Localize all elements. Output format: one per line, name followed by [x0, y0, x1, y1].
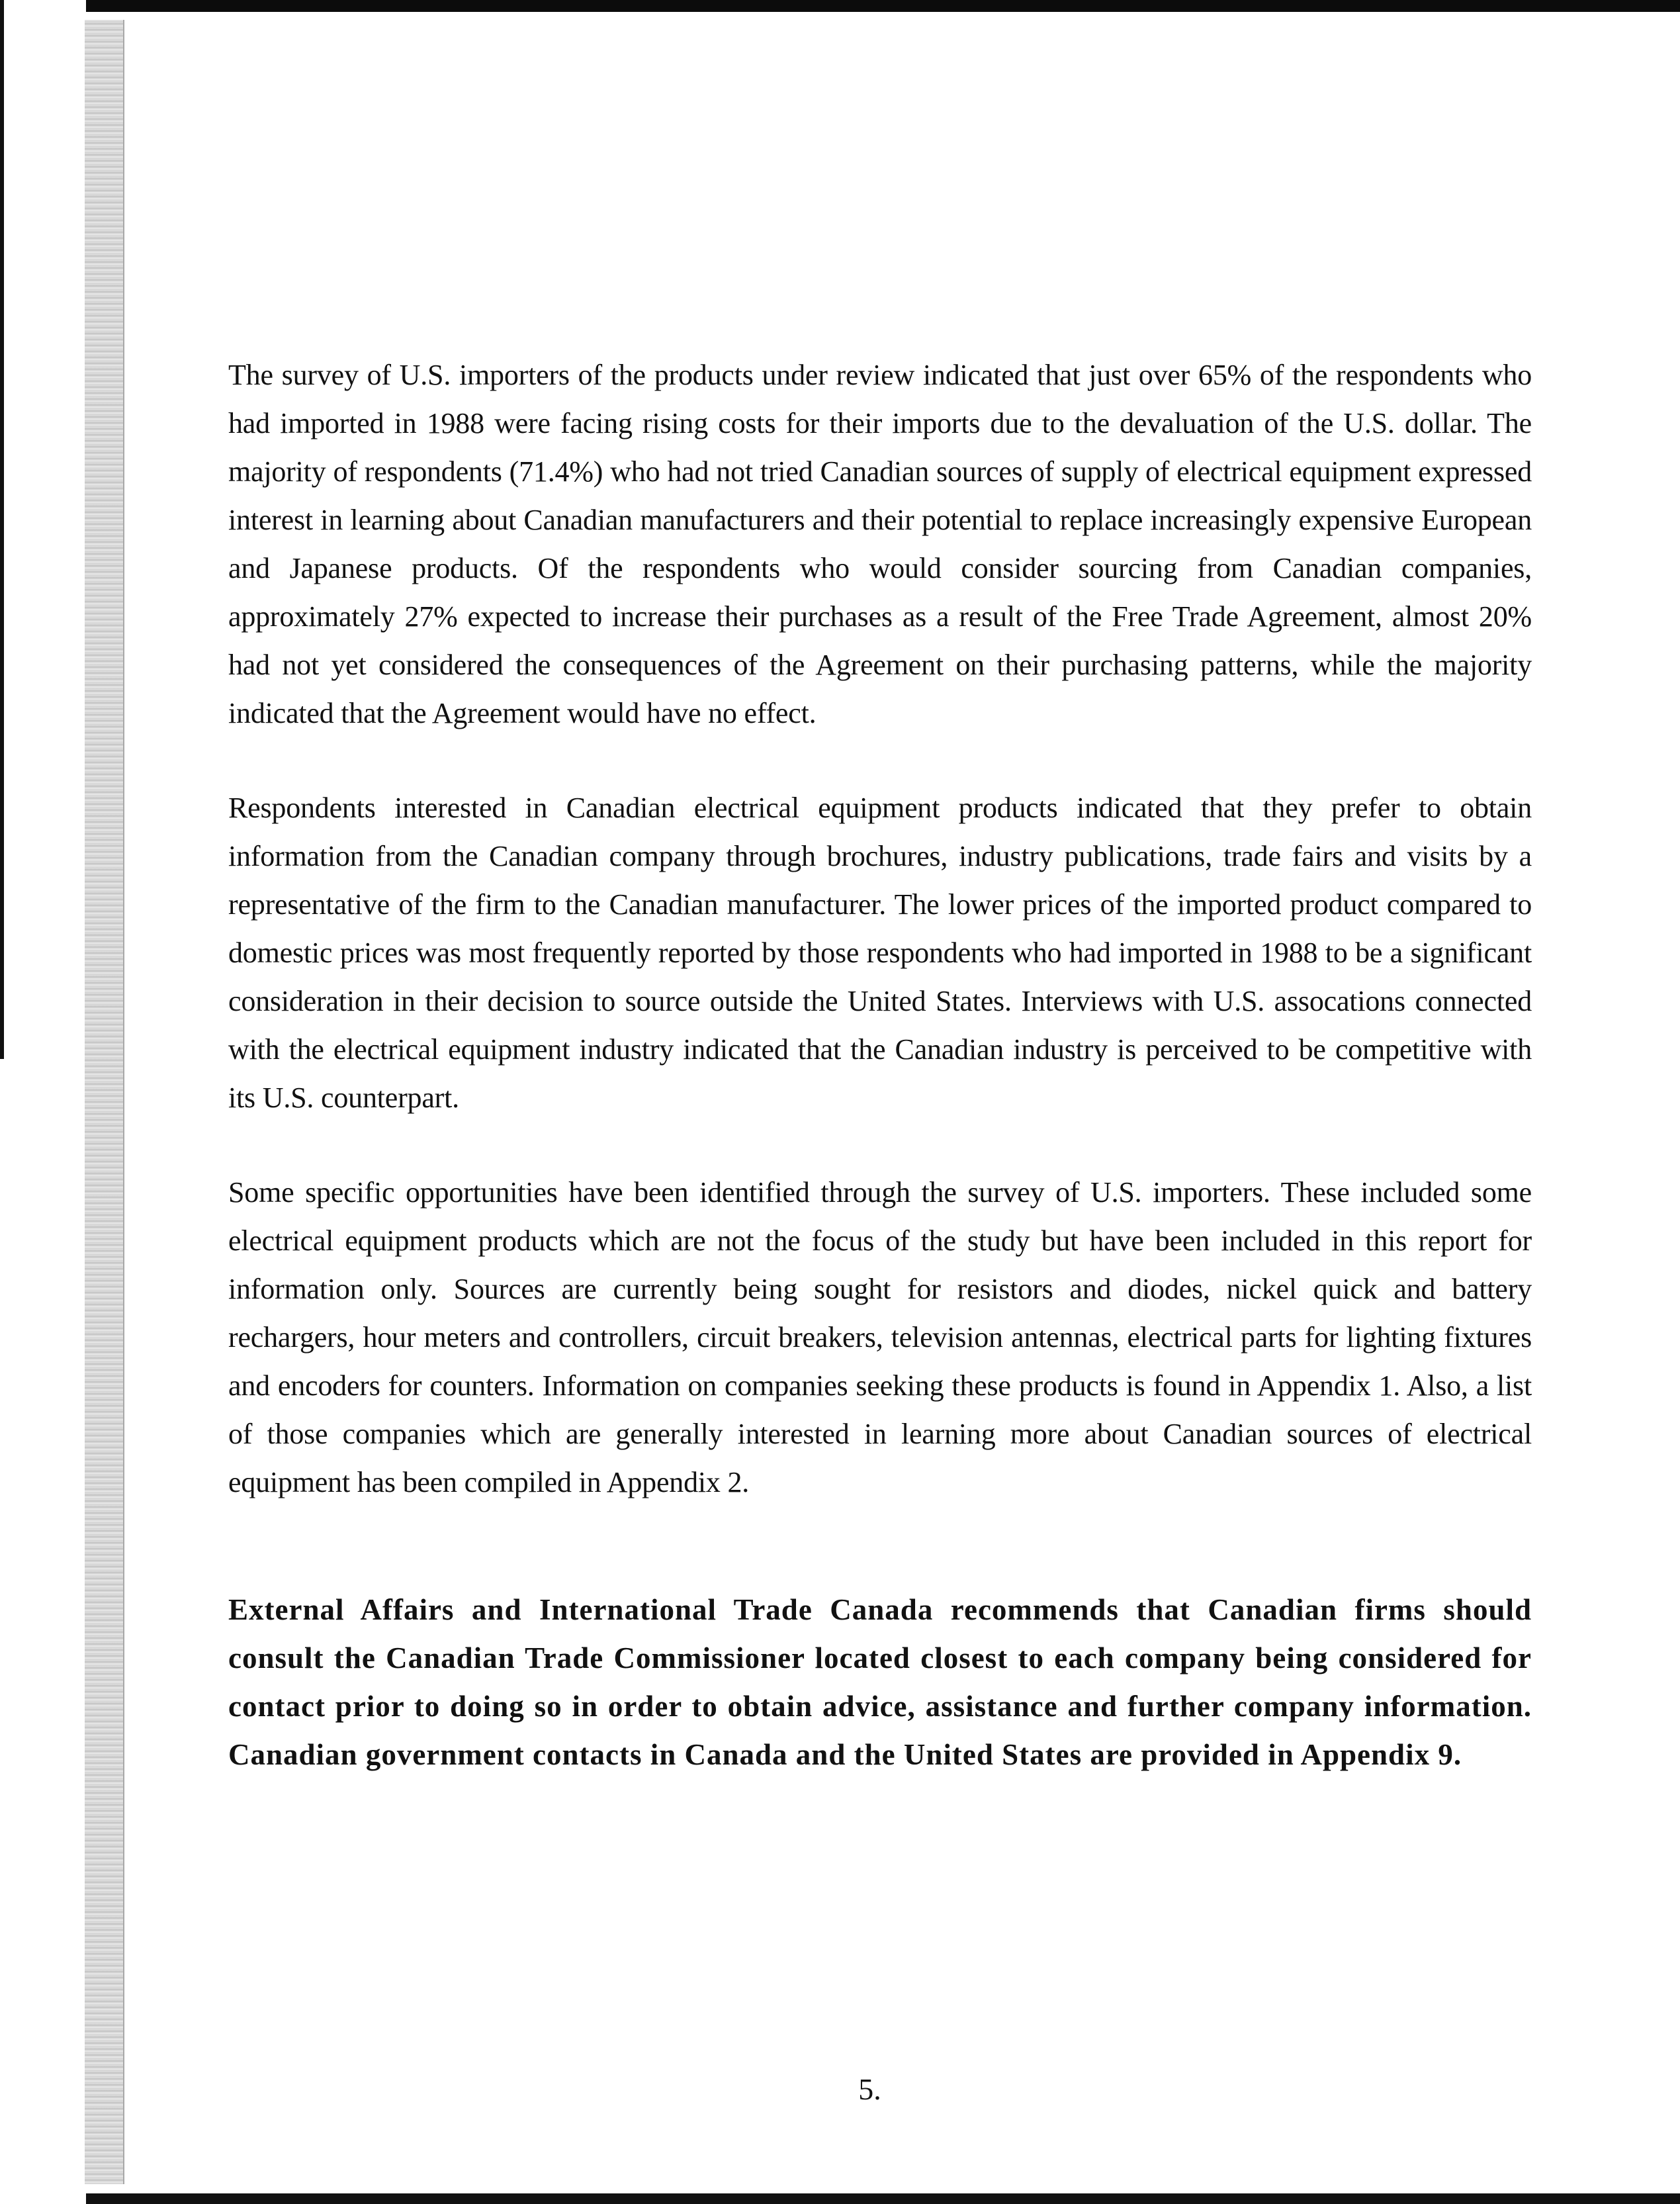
scan-left-shadow: [0, 0, 4, 1059]
recommendation-paragraph: External Affairs and International Trade Canada recommends that Canadian firms should consult the Canadian Trade Commissioner located closest to each company being considered for contact prior to doing so in order to obtain advice, assistance and further company information. Canadian government contacts in Canada and the United States are provided in Appendix 9.: [228, 1593, 1532, 1771]
paragraph-specific-opportunities: Some specific opportunities have been identified through the survey of U.S. importers. These included some electrical equipment products which are not the focus of the study but have been included in this report for information only. Sources are currently being sought for resistors and diodes, nickel quick and battery rechargers, hour meters and controllers, circuit breakers, television antennas, electrical parts for lighting fixtures and encoders for counters. Information on companies seeking these products is found in Appendix 1. Also, a list of those companies which are generally interested in learning more about Canadian sources of electrical equipment has been compiled in Appendix 2.: [228, 1176, 1532, 1498]
scan-bottom-border: [86, 2193, 1680, 2204]
page-number: 5.: [858, 2072, 881, 2106]
binding-strip: [85, 20, 124, 2184]
scan-left-margin: [0, 0, 86, 2204]
page-body: [228, 351, 1532, 1825]
scan-top-border: [0, 0, 1680, 12]
paragraph-information-preferences: Respondents interested in Canadian electrical equipment products indicated that they prefer to obtain information from the Canadian company through brochures, industry publications, trade fairs and visits by a representative of the firm to the Canadian manufacturer. The lower prices of the imported product compared to domestic prices was most frequently reported by those respondents who had imported in 1988 to be a significant consideration in their decision to source outside the United States. Interviews with U.S. assocations connected with the electrical equipment industry indicated that the Canadian industry is perceived to be competitive with its U.S. counterpart.: [228, 792, 1532, 1114]
paragraph-survey-results: The survey of U.S. importers of the products under review indicated that just over 65% of the respondents who had imported in 1988 were facing rising costs for their imports due to the devaluation of the U.S. dollar. The majority of respondents (71.4%) who had not tried Canadian sources of supply of electrical equipment expressed interest in learning about Canadian manufacturers and their potential to replace increasingly expensive European and Japanese products. Of the respondents who would consider sourcing from Canadian companies, approximately 27% expected to increase their purchases as a result of the Free Trade Agreement, almost 20% had not yet considered the consequences of the Agreement on their purchasing patterns, while the majority indicated that the Agreement would have no effect.: [228, 359, 1532, 729]
